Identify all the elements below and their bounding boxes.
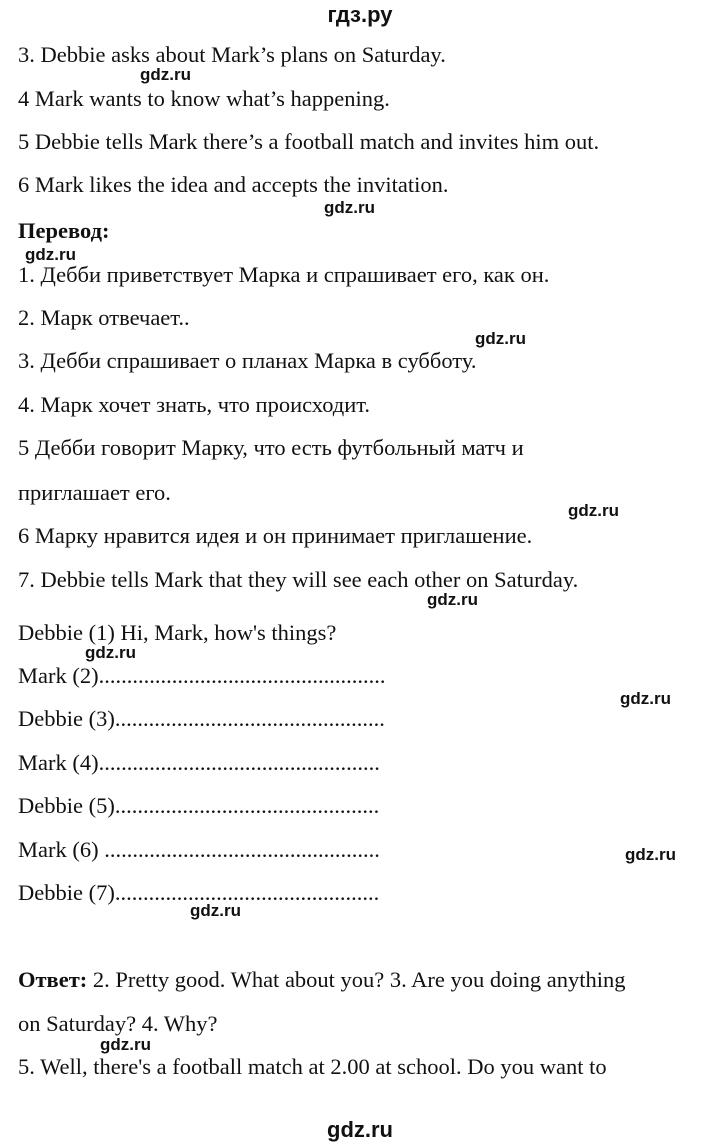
text-line: 2. Марк отвечает.. xyxy=(18,305,190,330)
dialogue-line: Debbie (3)................................................ xyxy=(18,706,385,731)
text-line: 4 Mark wants to know what’s happening. xyxy=(18,86,390,111)
watermark: gdz.ru xyxy=(568,501,619,520)
watermark: gdz.ru xyxy=(620,689,671,708)
watermark: gdz.ru xyxy=(475,329,526,348)
text-line: 4. Марк хочет знать, что происходит. xyxy=(18,392,371,417)
text-line: 5 Debbie tells Mark there’s a football match and invites him out. xyxy=(18,129,600,154)
text-line: 3. Debbie asks about Mark’s plans on Saturday. xyxy=(18,42,446,67)
answer-line: on Saturday? 4. Why? xyxy=(18,1011,218,1036)
text-line: 6 Mark likes the idea and accepts the invitation. xyxy=(18,172,449,197)
dialogue-line: Debbie (1) Hi, Mark, how's things? xyxy=(18,620,337,645)
watermark: gdz.ru xyxy=(324,198,375,217)
answer-line xyxy=(18,969,626,992)
watermark: gdz.ru xyxy=(427,590,478,609)
text-line: 3. Дебби спрашивает о планах Марка в субботу. xyxy=(18,348,477,373)
watermark: gdz.ru xyxy=(140,65,191,84)
watermark: gdz.ru xyxy=(190,901,241,920)
watermark: gdz.ru xyxy=(85,643,136,662)
dialogue-line: Debbie (7)............................................... xyxy=(18,880,380,905)
answer-label: Ответ: xyxy=(18,967,88,992)
text-line: 1. Дебби приветствует Марка и спрашивает его, как он. xyxy=(18,262,550,287)
translation-heading: Перевод: xyxy=(18,218,110,243)
watermark: gdz.ru xyxy=(100,1035,151,1054)
site-header: гдз.ру xyxy=(327,2,393,27)
watermark: gdz.ru xyxy=(25,245,76,264)
dialogue-line: Mark (2)................................................... xyxy=(18,663,386,688)
text-line: 5 Дебби говорит Марку, что есть футбольный матч и xyxy=(18,435,524,460)
text-line: 6 Марку нравится идея и он принимает приглашение. xyxy=(18,523,533,548)
answer-line: 5. Well, there's a football match at 2.00 at school. Do you want to xyxy=(18,1054,607,1079)
answer-text: 2. Pretty good. What about you? 3. Are you doing anything xyxy=(87,967,626,992)
dialogue-line: Mark (6) ................................................. xyxy=(18,837,380,862)
text-line: приглашает его. xyxy=(18,480,171,505)
site-footer: gdz.ru xyxy=(327,1117,393,1142)
dialogue-line: Mark (4).................................................. xyxy=(18,750,380,775)
dialogue-line: Debbie (5)............................................... xyxy=(18,793,380,818)
watermark: gdz.ru xyxy=(625,845,676,864)
text-line: 7. Debbie tells Mark that they will see each other on Saturday. xyxy=(18,567,579,592)
